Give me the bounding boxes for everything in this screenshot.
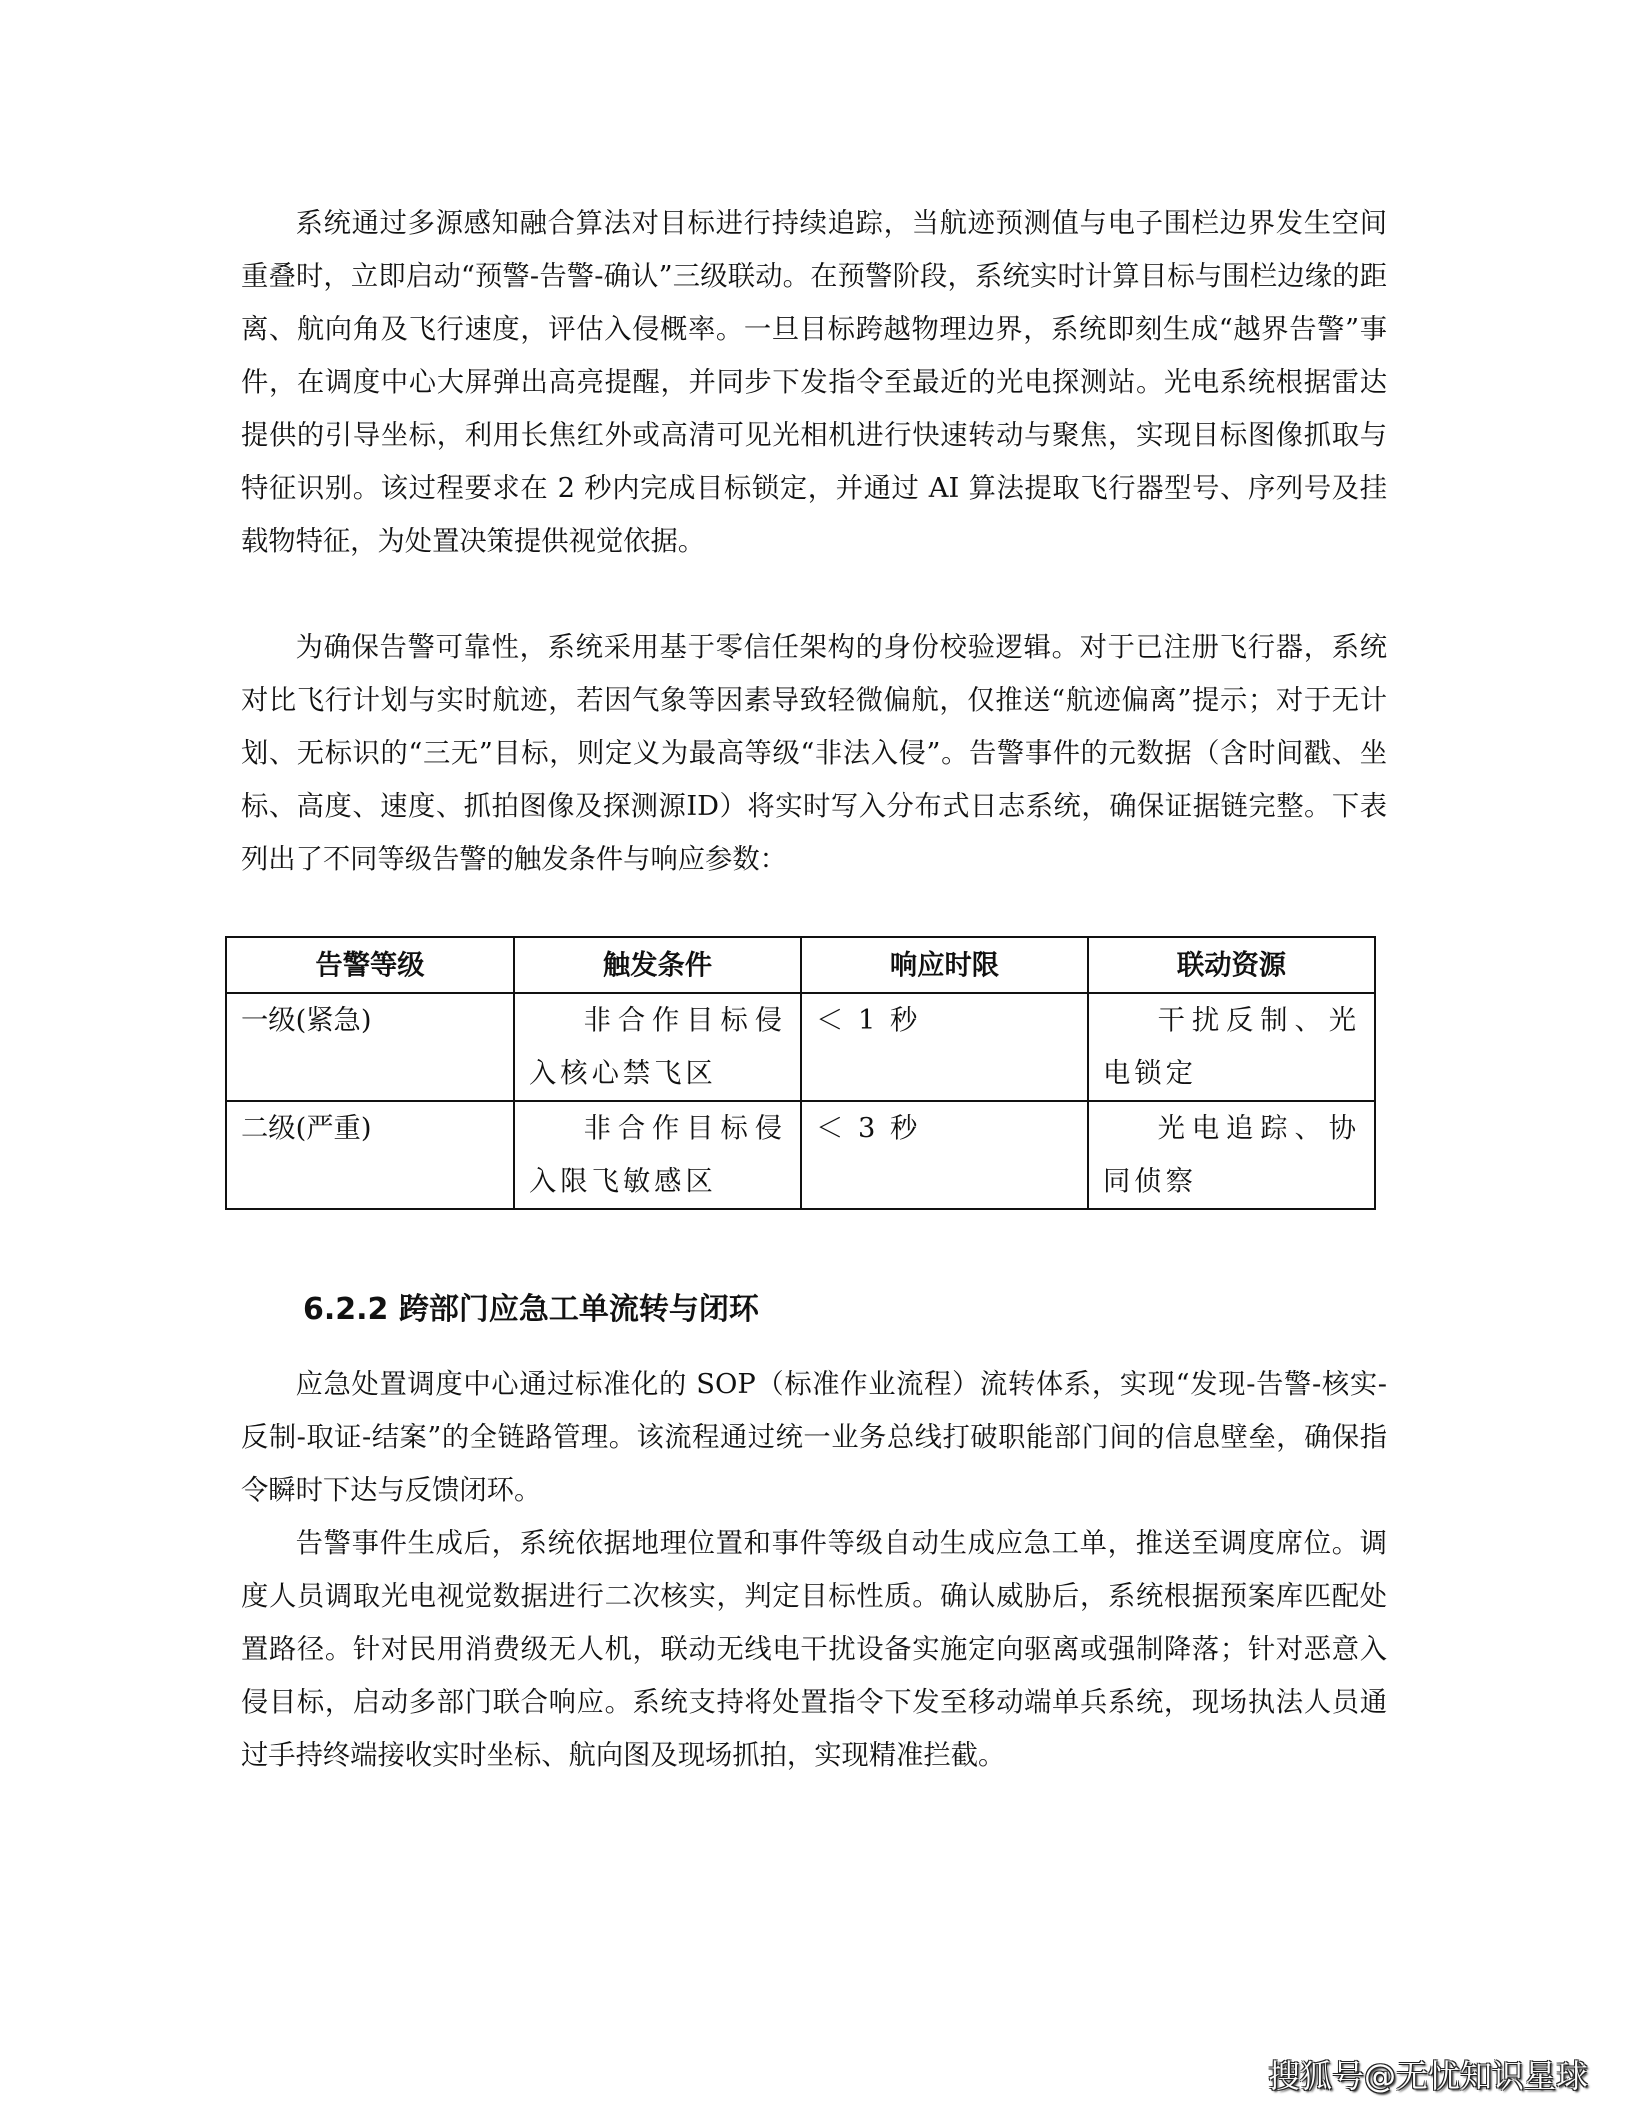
trigger-condition-text: 非合作目标侵入核心禁飞区 — [529, 1005, 786, 1089]
response-time-text: ＜ 3 秒 — [816, 1113, 921, 1144]
sohu-watermark: 搜狐号@无忧知识星球 — [1268, 2057, 1589, 2095]
paragraph-zero-trust-verification: 为确保告警可靠性，系统采用基于零信任架构的身份校验逻辑。对于已注册飞行器，系统对比飞行计划与实时航迹，若因气象等因素导致轻微偏航，仅推送“航迹偏离”提示；对于无计划、无标识的“三无”目标，则定义为最高等级“非法入侵”。告警事件的元数据（含时间戳、坐标、高度、速度、抓拍图像及探测源ID）将实时写入分布式日志系统，确保证据链完整。下表列出了不同等级告警的触发条件与响应参数： — [241, 632, 1387, 875]
header-trigger-condition: 触发条件 — [514, 937, 801, 993]
header-response-time: 响应时限 — [801, 937, 1088, 993]
paragraph-work-order-dispatch: 告警事件生成后，系统依据地理位置和事件等级自动生成应急工单，推送至调度席位。调度人员调取光电视觉数据进行二次核实，判定目标性质。确认威胁后，系统根据预案库匹配处置路径。针对民用消费级无人机，联动无线电干扰设备实施定向驱离或强制降落；针对恶意入侵目标，启动多部门联合响应。系统支持将处置指令下发至移动端单兵系统，现场执法人员通过手持终端接收实时坐标、航向图及现场抓拍，实现精准拦截。 — [241, 1528, 1387, 1771]
response-time-text: ＜ 1 秒 — [816, 1005, 921, 1036]
table-header-row — [226, 937, 1375, 993]
paragraph-tracking-alert: 系统通过多源感知融合算法对目标进行持续追踪，当航迹预测值与电子围栏边界发生空间重叠时，立即启动“预警-告警-确认”三级联动。在预警阶段，系统实时计算目标与围栏边缘的距离、航向角及飞行速度，评估入侵概率。一旦目标跨越物理边界，系统即刻生成“越界告警”事件，在调度中心大屏弹出高亮提醒，并同步下发指令至最近的光电探测站。光电系统根据雷达提供的引导坐标，利用长焦红外或高清可见光相机进行快速转动与聚焦，实现目标图像抓取与特征识别。该过程要求在 2 秒内完成目标锁定，并通过 AI 算法提取飞行器型号、序列号及挂载物特征，为处置决策提供视觉依据。 — [241, 208, 1387, 557]
header-linked-resources: 联动资源 — [1088, 937, 1375, 993]
cell-response-time — [801, 1101, 1088, 1209]
alert-level-table — [225, 936, 1376, 1210]
header-alert-level: 告警等级 — [226, 937, 514, 993]
cell-linked-resources — [1088, 1101, 1375, 1209]
table-row — [226, 1101, 1375, 1209]
alert-level-text: 一级(紧急) — [241, 1005, 372, 1036]
cell-trigger-condition — [514, 993, 801, 1101]
cell-alert-level — [226, 993, 514, 1101]
trigger-condition-text: 非合作目标侵入限飞敏感区 — [529, 1113, 786, 1197]
cell-trigger-condition — [514, 1101, 801, 1209]
section-heading: 6.2.2 跨部门应急工单流转与闭环 — [303, 1292, 759, 1327]
paragraph-sop-workflow: 应急处置调度中心通过标准化的 SOP（标准作业流程）流转体系，实现“发现-告警-核实-反制-取证-结案”的全链路管理。该流程通过统一业务总线打破职能部门间的信息壁垒，确保指令瞬时下达与反馈闭环。 — [241, 1369, 1387, 1506]
linked-resources-text: 干扰反制、光电锁定 — [1103, 1005, 1360, 1089]
cell-alert-level — [226, 1101, 514, 1209]
cell-linked-resources — [1088, 993, 1375, 1101]
table-row — [226, 993, 1375, 1101]
linked-resources-text: 光电追踪、协同侦察 — [1103, 1113, 1360, 1197]
cell-response-time — [801, 993, 1088, 1101]
alert-level-text: 二级(严重) — [241, 1113, 372, 1144]
